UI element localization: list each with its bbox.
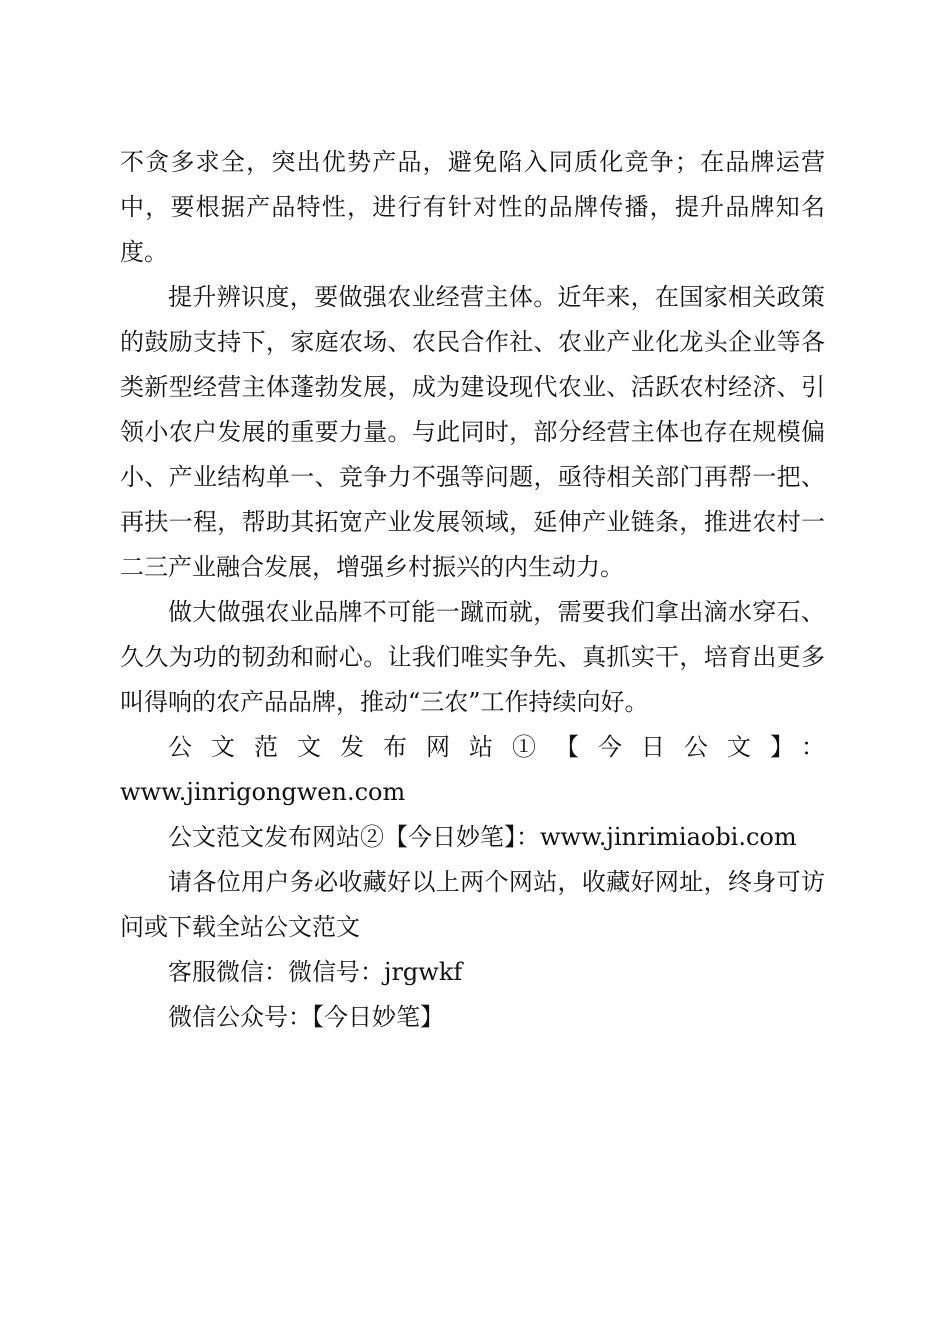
footer-site1-label: 公文范文发布网站①【今日公文】： [168,733,825,761]
paragraph-conclusion: 做大做强农业品牌不可能一蹴而就，需要我们拿出滴水穿石、久久为功的韧劲和耐心。让我们唯实争先、真抓实干，培育出更多叫得响的农产品品牌，推动“三农”工作持续向好。 [120,598,825,716]
footer-bookmark-notice: 请各位用户务必收藏好以上两个网站，收藏好网址，终身可访问或下载全站公文范文 [120,868,825,941]
footer-site1-url[interactable]: www.jinrigongwen.com [120,778,406,806]
footer-customer-service: 客服微信：微信号：jrgwkf [168,958,463,986]
document-page [120,140,825,1040]
footer-wechat-account: 微信公众号：【今日妙笔】 [168,1003,444,1031]
paragraph-operating-entities: 提升辨识度，要做强农业经营主体。近年来，在国家相关政策的鼓励支持下，家庭农场、农民合作社、农业产业化龙头企业等各类新型经营主体蓬勃发展，成为建设现代农业、活跃农村经济、引领小农户发展的重要力量。与此同时，部分经营主体也存在规模偏小、产业结构单一、竞争力不强等问题，亟待相关部门再帮一把、再扶一程，帮助其拓宽产业发展领域，延伸产业链条，推进农村一二三产业融合发展，增强乡村振兴的内生动力。 [120,283,825,581]
footer-site2-link[interactable]: 公文范文发布网站②【今日妙笔】：www.jinrimiaobi.com [168,823,797,851]
paragraph-brand-continuation: 不贪多求全，突出优势产品，避免陷入同质化竞争；在品牌运营中，要根据产品特性，进行有针对性的品牌传播，提升品牌知名度。 [120,148,825,266]
